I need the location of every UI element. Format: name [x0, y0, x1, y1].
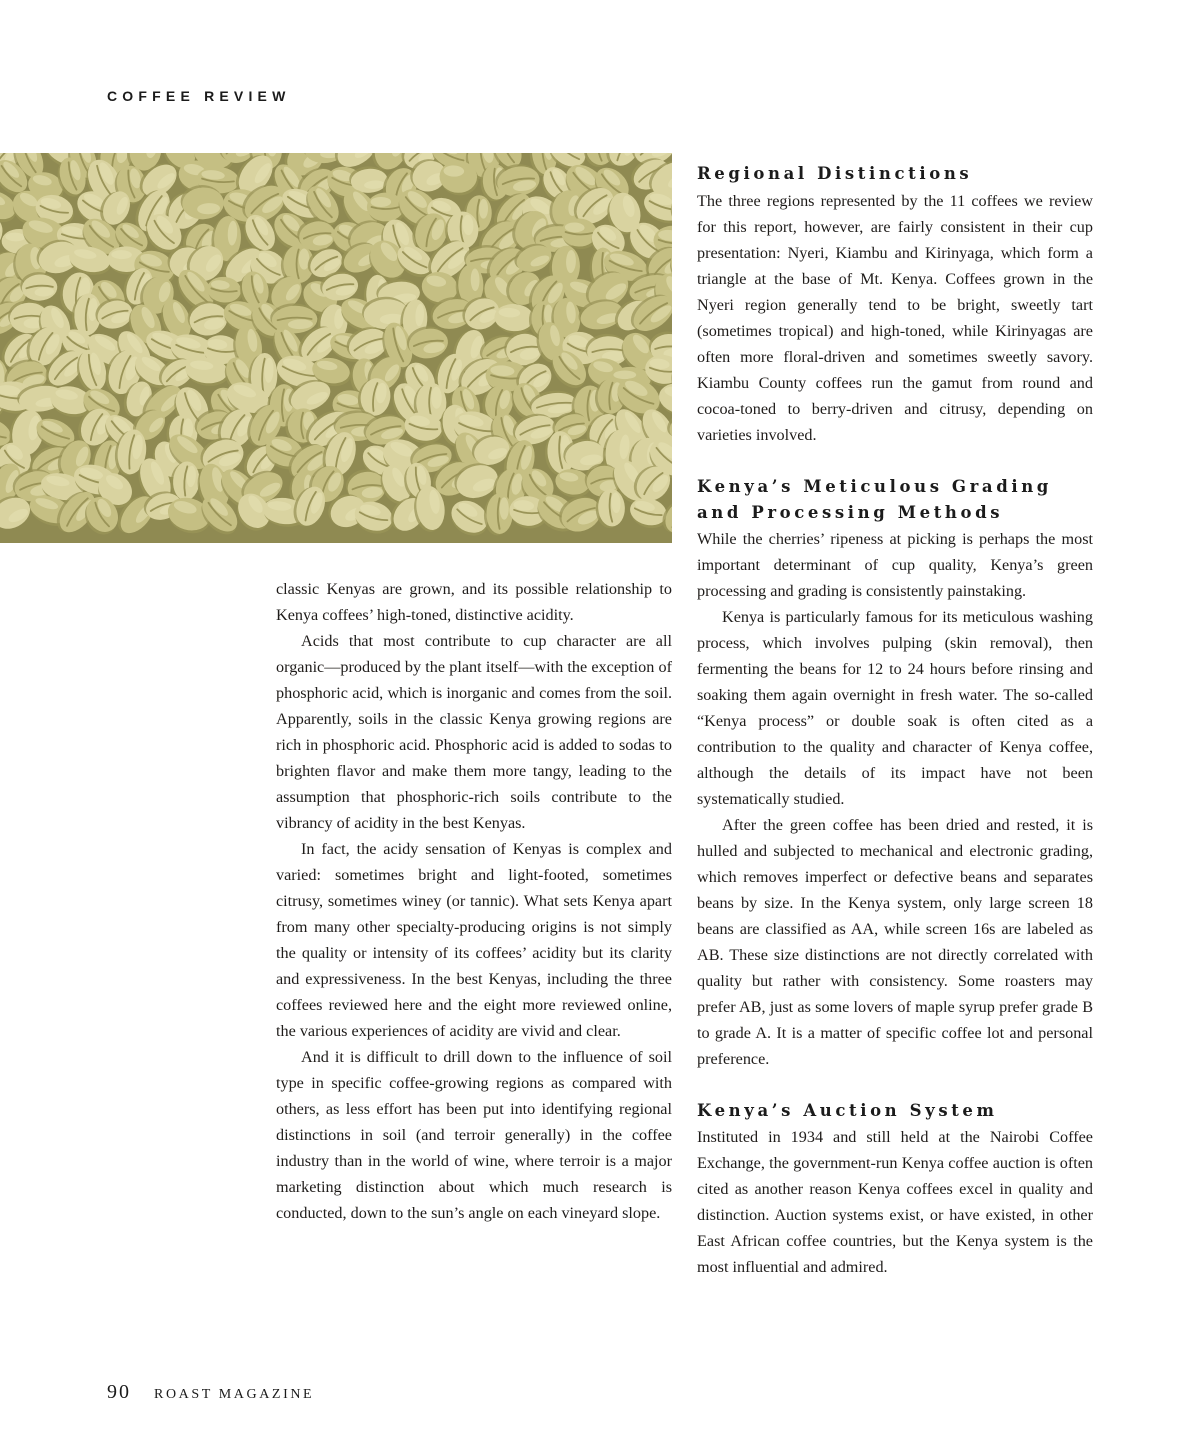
- page-footer: [107, 1381, 314, 1404]
- right-column: [697, 164, 1093, 1280]
- green-coffee-beans-photo: [0, 153, 672, 543]
- paragraph: In fact, the acidy sensation of Kenyas is complex and varied: sometimes bright and light-footed, sometimes citrusy, sometimes winey (or tannic). What sets Kenya apart from many other specialty-producing origins is not simply the quality or intensity of its coffees’ acidity but its clarity and expressiveness. In the best Kenyas, including the three coffees reviewed here and the eight more reviewed online, the various experiences of acidity are vivid and clear.: [276, 840, 672, 1040]
- paragraph: The three regions represented by the 11 coffees we review for this report, however, are fairly consistent in their cup presentation: Nyeri, Kiambu and Kirinyaga, which form a triangle at the base of Mt. Kenya. Coffees grown in the Nyeri region generally tend to be bright, sweetly tart (sometimes tropical) and high-toned, while Kirinyagas are often more floral-driven and sometimes sweetly savory. Kiambu County coffees run the gamut from round and cocoa-toned to berry-driven and citrusy, depending on varieties involved.: [697, 192, 1093, 444]
- left-column: [276, 576, 672, 1226]
- magazine-name: ROAST MAGAZINE: [154, 1387, 315, 1402]
- paragraph: Instituted in 1934 and still held at the Nairobi Coffee Exchange, the government-run Kenya coffee auction is often cited as another reason Kenya coffees excel in quality and distinction. Auction systems exist, or have existed, in other East African coffee countries, but the Kenya system is the most influential and admired.: [697, 1128, 1093, 1276]
- section-heading-regional: Regional Distinctions: [697, 164, 973, 183]
- coffee-beans-image: [0, 153, 672, 543]
- section-heading-grading: Kenya’s Meticulous Grading and Processing Methods: [697, 477, 1052, 522]
- running-head: COFFEE REVIEW: [107, 88, 291, 104]
- paragraph: Kenya is particularly famous for its meticulous washing process, which involves pulping (skin removal), then fermenting the beans for 12 to 24 hours before rinsing and soaking them again overnight in fresh water. The so-called “Kenya process” or double soak is often cited as a contribution to the quality and character of Kenya coffee, although the details of its impact have not been systematically studied.: [697, 608, 1093, 808]
- section-heading-auction: Kenya’s Auction System: [697, 1101, 998, 1120]
- page-number: 90: [107, 1381, 131, 1403]
- paragraph: classic Kenyas are grown, and its possible relationship to Kenya coffees’ high-toned, distinctive acidity.: [276, 580, 672, 624]
- paragraph: While the cherries’ ripeness at picking is perhaps the most important determinant of cup quality, Kenya’s green processing and grading is consistently painstaking.: [697, 530, 1093, 600]
- paragraph: Acids that most contribute to cup character are all organic—produced by the plant itself—with the exception of phosphoric acid, which is inorganic and comes from the soil. Apparently, soils in the classic Kenya growing regions are rich in phosphoric acid. Phosphoric acid is added to sodas to brighten flavor and make them more tangy, leading to the assumption that phosphoric-rich soils contribute to the vibrancy of acidity in the best Kenyas.: [276, 632, 672, 832]
- paragraph: And it is difficult to drill down to the influence of soil type in specific coffee-growing regions as compared with others, as less effort has been put into identifying regional distinctions in soil (and terroir generally) in the coffee industry than in the world of wine, where terroir is a major marketing distinction about which much research is conducted, down to the sun’s angle on each vineyard slope.: [276, 1048, 672, 1222]
- paragraph: After the green coffee has been dried and rested, it is hulled and subjected to mechanical and electronic grading, which removes imperfect or defective beans and separates beans by size. In the Kenya system, only large screen 18 beans are classified as AA, while screen 16s are labeled as AB. These size distinctions are not directly correlated with quality but rather with consistency. Some roasters may prefer AB, just as some lovers of maple syrup prefer grade B to grade A. It is a matter of specific coffee lot and personal preference.: [697, 816, 1093, 1068]
